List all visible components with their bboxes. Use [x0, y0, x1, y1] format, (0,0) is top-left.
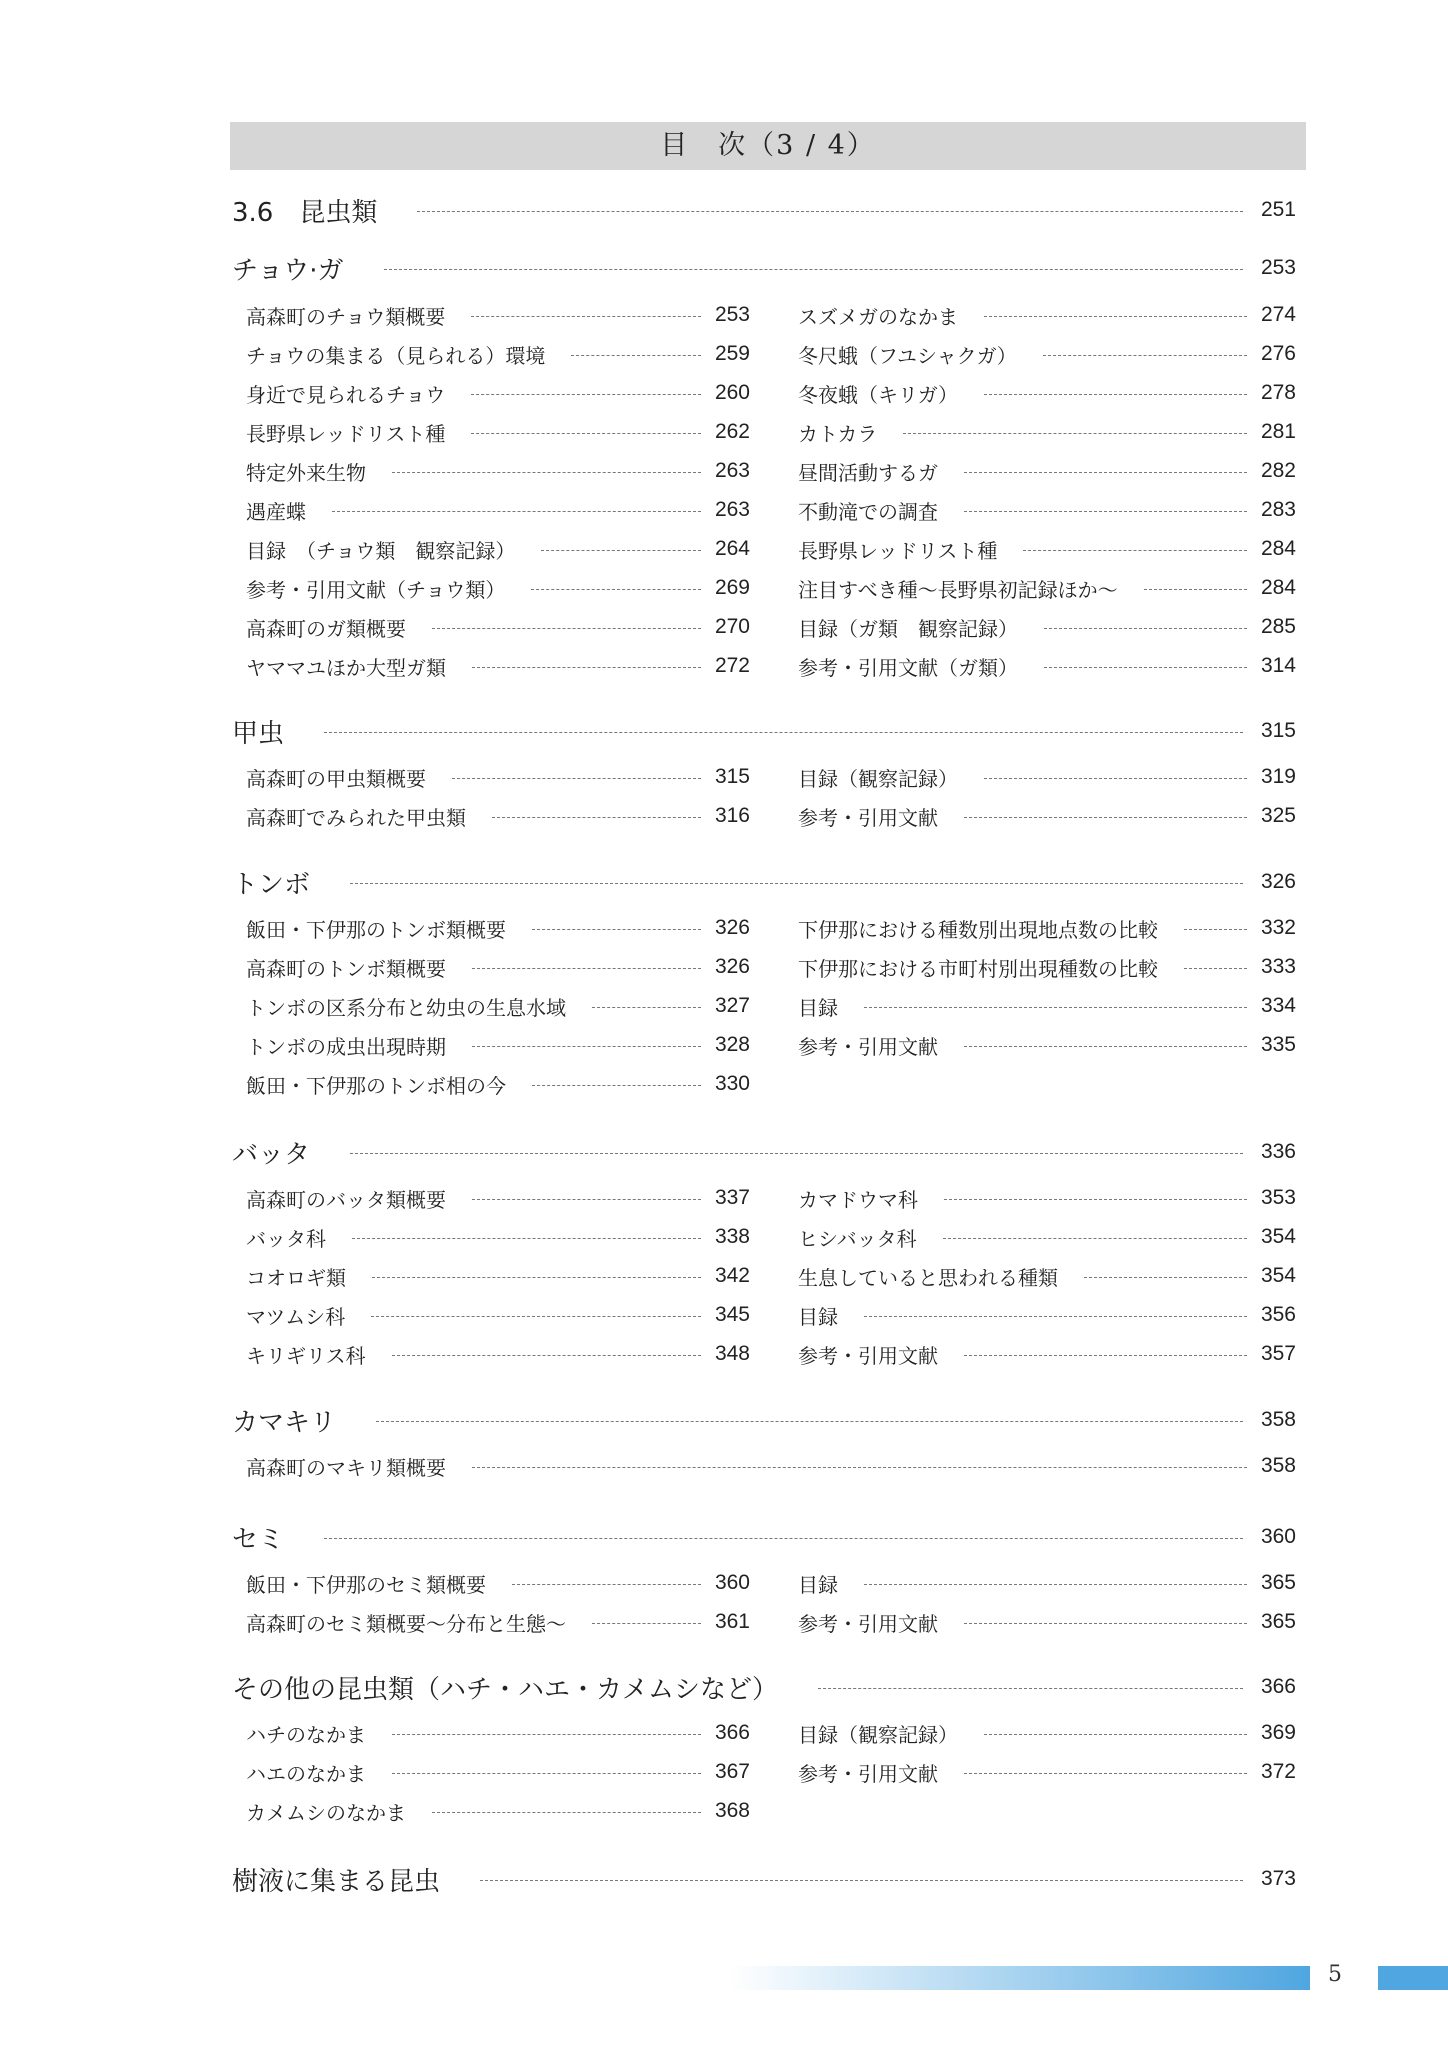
toc-entry[interactable]: [246, 760, 750, 794]
dotted-leader: [1084, 1277, 1247, 1278]
toc-entry[interactable]: [798, 1220, 1296, 1254]
dotted-leader: [392, 1355, 701, 1356]
toc-entry-label: バッタ: [232, 1139, 311, 1170]
toc-page-number: 353: [1260, 1186, 1296, 1209]
toc-page-number: 278: [1260, 381, 1296, 404]
toc-entry[interactable]: [246, 1259, 750, 1293]
dotted-leader: [392, 1734, 701, 1735]
toc-entry-label: 目録（観察記録）: [798, 766, 958, 791]
dotted-leader: [592, 1623, 701, 1624]
page-number: 5: [1328, 1962, 1342, 1987]
toc-section-heading[interactable]: [232, 1403, 1296, 1437]
dotted-leader: [1184, 929, 1247, 930]
toc-entry-label: カマキリ: [232, 1407, 337, 1438]
toc-entry-label: 参考・引用文献: [798, 805, 938, 830]
toc-page-number: 354: [1260, 1264, 1296, 1287]
toc-entry[interactable]: [798, 532, 1296, 566]
toc-page-number: 369: [1260, 1721, 1296, 1744]
toc-page-number: 263: [714, 459, 750, 482]
toc-entry[interactable]: [798, 911, 1296, 945]
toc-entry-label: 冬尺蛾（フユシャクガ）: [798, 343, 1017, 368]
dotted-leader: [352, 1238, 701, 1239]
toc-page-number: 319: [1260, 765, 1296, 788]
toc-entry-label: 参考・引用文献: [798, 1034, 938, 1059]
dotted-leader: [964, 472, 1247, 473]
dotted-leader: [541, 550, 701, 551]
toc-entry-label: 樹液に集まる昆虫: [232, 1866, 441, 1897]
toc-entry[interactable]: [246, 649, 750, 683]
toc-entry[interactable]: [798, 376, 1296, 410]
toc-entry[interactable]: [246, 298, 750, 332]
toc-page-number: 316: [714, 804, 750, 827]
toc-page-number: 281: [1260, 420, 1296, 443]
toc-section-heading[interactable]: [232, 251, 1296, 285]
toc-entry-label: セミ: [232, 1524, 285, 1555]
toc-entry[interactable]: [798, 1259, 1296, 1293]
toc-page-number: 253: [1260, 256, 1296, 279]
toc-entry-label: トンボの区系分布と幼虫の生息水域: [246, 995, 566, 1020]
toc-page-number: 326: [714, 916, 750, 939]
toc-page-number: 358: [1260, 1454, 1296, 1477]
dotted-leader: [964, 1355, 1247, 1356]
toc-entry[interactable]: [246, 1220, 750, 1254]
dotted-leader: [1023, 550, 1247, 551]
toc-entry[interactable]: [246, 1028, 750, 1062]
dotted-leader: [376, 1421, 1243, 1422]
toc-entry[interactable]: [246, 1794, 750, 1828]
toc-entry[interactable]: [246, 911, 750, 945]
toc-entry-label: 下伊那における種数別出現地点数の比較: [798, 917, 1158, 942]
toc-section-heading[interactable]: [232, 1670, 1296, 1704]
toc-entry[interactable]: [798, 415, 1296, 449]
toc-entry-label: カメムシのなかま: [246, 1800, 406, 1825]
toc-section-heading[interactable]: [232, 1135, 1296, 1169]
toc-entry-label: トンボ: [232, 869, 311, 900]
toc-entry-label: ヒシバッタ科: [798, 1226, 917, 1251]
toc-entry-label: バッタ科: [246, 1226, 326, 1251]
dotted-leader: [472, 1467, 1247, 1468]
toc-page-number: 358: [1260, 1408, 1296, 1431]
toc-entry-label: 高森町でみられた甲虫類: [246, 805, 466, 830]
toc-entry-label: チョウ·ガ: [232, 255, 344, 286]
dotted-leader: [471, 394, 701, 395]
dotted-leader: [417, 211, 1243, 212]
toc-entry[interactable]: [798, 298, 1296, 332]
toc-page-number: 365: [1260, 1571, 1296, 1594]
toc-page-number: 372: [1260, 1760, 1296, 1783]
dotted-leader: [324, 732, 1243, 733]
toc-entry-label: 参考・引用文献: [798, 1343, 938, 1368]
toc-page-number: 284: [1260, 537, 1296, 560]
dotted-leader: [964, 511, 1247, 512]
toc-section-heading[interactable]: [232, 714, 1296, 748]
toc-entry-label: 3.6 昆虫類: [232, 197, 378, 228]
toc-entry-label: ヤママユほか大型ガ類: [246, 655, 446, 680]
toc-entry-label: 高森町のセミ類概要～分布と生態～: [246, 1611, 566, 1636]
toc-page-number: 334: [1260, 994, 1296, 1017]
toc-entry-label: 参考・引用文献（ガ類）: [798, 655, 1018, 680]
toc-page-number: 337: [714, 1186, 750, 1209]
toc-entry-label: 遇産蝶: [246, 499, 306, 524]
dotted-leader: [452, 778, 701, 779]
toc-page-number: 357: [1260, 1342, 1296, 1365]
toc-page-number: 332: [1260, 916, 1296, 939]
toc-entry[interactable]: [798, 1716, 1296, 1750]
toc-entry[interactable]: [246, 454, 750, 488]
toc-page-number: 253: [714, 303, 750, 326]
toc-section-heading[interactable]: [232, 193, 1296, 227]
toc-entry[interactable]: [246, 376, 750, 410]
toc-page-number: 368: [714, 1799, 750, 1822]
toc-section-heading[interactable]: [232, 1520, 1296, 1554]
dotted-leader: [472, 667, 701, 668]
toc-entry[interactable]: [246, 610, 750, 644]
toc-entry[interactable]: [246, 1716, 750, 1750]
toc-entry[interactable]: [798, 649, 1296, 683]
dotted-leader: [492, 817, 701, 818]
toc-entry[interactable]: [246, 337, 750, 371]
toc-entry[interactable]: [246, 1181, 750, 1215]
dotted-leader: [324, 1538, 1243, 1539]
toc-page-number: 282: [1260, 459, 1296, 482]
dotted-leader: [472, 1046, 701, 1047]
toc-entry[interactable]: [246, 1337, 750, 1371]
toc-entry-label: 目録（ガ類 観察記録）: [798, 616, 1018, 641]
toc-entry[interactable]: [798, 454, 1296, 488]
page-title: 目 次（3 / 4）: [230, 122, 1306, 170]
toc-page-number: 270: [714, 615, 750, 638]
toc-page-number: 365: [1260, 1610, 1296, 1633]
toc-page-number: 274: [1260, 303, 1296, 326]
toc-entry-label: キリギリス科: [246, 1343, 366, 1368]
toc-page-number: 367: [714, 1760, 750, 1783]
dotted-leader: [964, 1773, 1247, 1774]
toc-page-number: 283: [1260, 498, 1296, 521]
dotted-leader: [818, 1688, 1243, 1689]
toc-entry[interactable]: [246, 1298, 750, 1332]
toc-entry[interactable]: [246, 532, 750, 566]
dotted-leader: [984, 394, 1247, 395]
dotted-leader: [332, 511, 701, 512]
dotted-leader: [1043, 355, 1247, 356]
toc-page-number: 333: [1260, 955, 1296, 978]
toc-page-number: 262: [714, 420, 750, 443]
toc-page-number: 315: [714, 765, 750, 788]
toc-entry[interactable]: [246, 950, 750, 984]
toc-entry[interactable]: [798, 1298, 1296, 1332]
toc-page-number: 315: [1260, 719, 1296, 742]
dotted-leader: [350, 883, 1243, 884]
dotted-leader: [944, 1199, 1247, 1200]
toc-entry-label: 高森町のマキリ類概要: [246, 1455, 446, 1480]
toc-entry-label: その他の昆虫類（ハチ・ハエ・カメムシなど）: [232, 1674, 779, 1705]
toc-entry-label: 飯田・下伊那のセミ類概要: [246, 1572, 486, 1597]
dotted-leader: [472, 1199, 701, 1200]
dotted-leader: [531, 589, 701, 590]
toc-entry-label: カトカラ: [798, 421, 878, 446]
dotted-leader: [984, 778, 1247, 779]
dotted-leader: [1184, 968, 1247, 969]
toc-page-number: 348: [714, 1342, 750, 1365]
toc-entry-label: 下伊那における市町村別出現種数の比較: [798, 956, 1158, 981]
dotted-leader: [864, 1316, 1247, 1317]
dotted-leader: [532, 929, 701, 930]
dotted-leader: [964, 1623, 1247, 1624]
toc-page-number: 260: [714, 381, 750, 404]
toc-page-number: 285: [1260, 615, 1296, 638]
dotted-leader: [392, 1773, 701, 1774]
dotted-leader: [864, 1007, 1247, 1008]
dotted-leader: [592, 1007, 701, 1008]
toc-entry-label: 目録: [798, 1304, 838, 1329]
toc-entry-label: トンボの成虫出現時期: [246, 1034, 446, 1059]
dotted-leader: [1044, 667, 1247, 668]
toc-entry-label: 高森町のバッタ類概要: [246, 1187, 446, 1212]
toc-page-number: 335: [1260, 1033, 1296, 1056]
toc-entry-label: チョウの集まる（見られる）環境: [246, 343, 546, 368]
dotted-leader: [532, 1085, 701, 1086]
dotted-leader: [512, 1584, 701, 1585]
toc-entry[interactable]: [246, 1449, 1296, 1483]
toc-page-number: 269: [714, 576, 750, 599]
dotted-leader: [350, 1153, 1243, 1154]
toc-entry[interactable]: [246, 1605, 750, 1639]
toc-page-number: 326: [714, 955, 750, 978]
toc-entry[interactable]: [246, 1566, 750, 1600]
toc-page-number: 336: [1260, 1140, 1296, 1163]
toc-entry-label: ハチのなかま: [246, 1722, 366, 1747]
toc-page-number: 284: [1260, 576, 1296, 599]
toc-entry-label: マツムシ科: [246, 1304, 346, 1329]
toc-entry[interactable]: [798, 610, 1296, 644]
toc-page-number: 326: [1260, 870, 1296, 893]
toc-page-number: 366: [714, 1721, 750, 1744]
toc-page-number: 356: [1260, 1303, 1296, 1326]
toc-entry[interactable]: [246, 799, 750, 833]
dotted-leader: [571, 355, 701, 356]
toc-entry-label: 飯田・下伊那のトンボ相の今: [246, 1073, 506, 1098]
toc-page-number: 272: [714, 654, 750, 677]
footer-color-block: [1378, 1966, 1448, 1990]
dotted-leader: [471, 316, 701, 317]
toc-entry[interactable]: [798, 1181, 1296, 1215]
dotted-leader: [984, 316, 1247, 317]
toc-entry-label: カマドウマ科: [798, 1187, 918, 1212]
toc-entry-label: コオロギ類: [246, 1265, 346, 1290]
toc-entry-label: スズメガのなかま: [798, 304, 958, 329]
toc-entry[interactable]: [246, 415, 750, 449]
toc-entry[interactable]: [246, 1067, 750, 1101]
dotted-leader: [392, 472, 701, 473]
toc-page-number: 373: [1260, 1867, 1296, 1890]
toc-entry-label: 参考・引用文献: [798, 1761, 938, 1786]
toc-entry-label: 高森町のチョウ類概要: [246, 304, 446, 329]
toc-entry-label: 高森町のトンボ類概要: [246, 956, 446, 981]
toc-entry-label: 目録: [798, 995, 838, 1020]
dotted-leader: [471, 433, 701, 434]
footer-gradient-bar: [730, 1966, 1310, 1990]
toc-page-number: 361: [714, 1610, 750, 1633]
toc-page-number: 360: [1260, 1525, 1296, 1548]
toc-page-number: 263: [714, 498, 750, 521]
toc-entry[interactable]: [798, 493, 1296, 527]
toc-section-heading[interactable]: [232, 865, 1296, 899]
toc-page-number: 264: [714, 537, 750, 560]
toc-page-number: 327: [714, 994, 750, 1017]
toc-entry-label: 甲虫: [232, 718, 285, 749]
toc-entry-label: 不動滝での調査: [798, 499, 938, 524]
toc-page-number: 325: [1260, 804, 1296, 827]
dotted-leader: [903, 433, 1247, 434]
toc-entry[interactable]: [246, 493, 750, 527]
toc-entry[interactable]: [798, 950, 1296, 984]
toc-entry[interactable]: [246, 1755, 750, 1789]
dotted-leader: [1044, 628, 1247, 629]
toc-entry-label: 注目すべき種～長野県初記録ほか～: [798, 577, 1118, 602]
toc-entry[interactable]: [798, 571, 1296, 605]
dotted-leader: [432, 1812, 701, 1813]
dotted-leader: [984, 1734, 1247, 1735]
toc-entry-label: 目録（観察記録）: [798, 1722, 958, 1747]
toc-page-number: 259: [714, 342, 750, 365]
toc-entry-label: 生息していると思われる種類: [798, 1265, 1058, 1290]
dotted-leader: [432, 628, 701, 629]
toc-entry[interactable]: [798, 337, 1296, 371]
dotted-leader: [864, 1584, 1247, 1585]
dotted-leader: [943, 1238, 1247, 1239]
toc-entry[interactable]: [798, 1566, 1296, 1600]
dotted-leader: [964, 817, 1247, 818]
toc-entry[interactable]: [246, 989, 750, 1023]
toc-page-number: 251: [1260, 198, 1296, 221]
toc-entry[interactable]: [798, 1337, 1296, 1371]
toc-entry-label: 特定外来生物: [246, 460, 366, 485]
toc-entry-label: 高森町の甲虫類概要: [246, 766, 426, 791]
toc-entry-label: 高森町のガ類概要: [246, 616, 406, 641]
toc-entry-label: 参考・引用文献（チョウ類）: [246, 577, 506, 602]
toc-page-number: 276: [1260, 342, 1296, 365]
toc-page-number: 366: [1260, 1675, 1296, 1698]
toc-entry[interactable]: [798, 989, 1296, 1023]
dotted-leader: [472, 968, 701, 969]
toc-entry-label: ハエのなかま: [246, 1761, 366, 1786]
toc-page-number: 342: [714, 1264, 750, 1287]
toc-entry-label: 飯田・下伊那のトンボ類概要: [246, 917, 506, 942]
dotted-leader: [1144, 589, 1247, 590]
dotted-leader: [371, 1316, 701, 1317]
toc-entry-label: 昼間活動するガ: [798, 460, 938, 485]
toc-entry-label: 目録: [798, 1572, 838, 1597]
toc-section-heading[interactable]: [232, 1862, 1296, 1896]
toc-entry[interactable]: [246, 571, 750, 605]
toc-entry-label: 冬夜蛾（キリガ）: [798, 382, 958, 407]
toc-entry[interactable]: [798, 760, 1296, 794]
dotted-leader: [964, 1046, 1247, 1047]
dotted-leader: [384, 269, 1243, 270]
toc-entry[interactable]: [798, 1605, 1296, 1639]
toc-page-number: 354: [1260, 1225, 1296, 1248]
toc-page-number: 328: [714, 1033, 750, 1056]
toc-entry-label: 目録 （チョウ類 観察記録）: [246, 538, 516, 563]
toc-page-number: 360: [714, 1571, 750, 1594]
toc-entry-label: 長野県レッドリスト種: [246, 421, 446, 446]
dotted-leader: [480, 1880, 1243, 1881]
toc-entry-label: 長野県レッドリスト種: [798, 538, 998, 563]
toc-entry-label: 身近で見られるチョウ: [246, 382, 446, 407]
dotted-leader: [372, 1277, 701, 1278]
toc-entry-label: 参考・引用文献: [798, 1611, 938, 1636]
toc-page-number: 330: [714, 1072, 750, 1095]
toc-page-number: 345: [714, 1303, 750, 1326]
toc-entry[interactable]: [798, 1755, 1296, 1789]
toc-page-number: 338: [714, 1225, 750, 1248]
toc-entry[interactable]: [798, 1028, 1296, 1062]
toc-entry[interactable]: [798, 799, 1296, 833]
toc-page-number: 314: [1260, 654, 1296, 677]
